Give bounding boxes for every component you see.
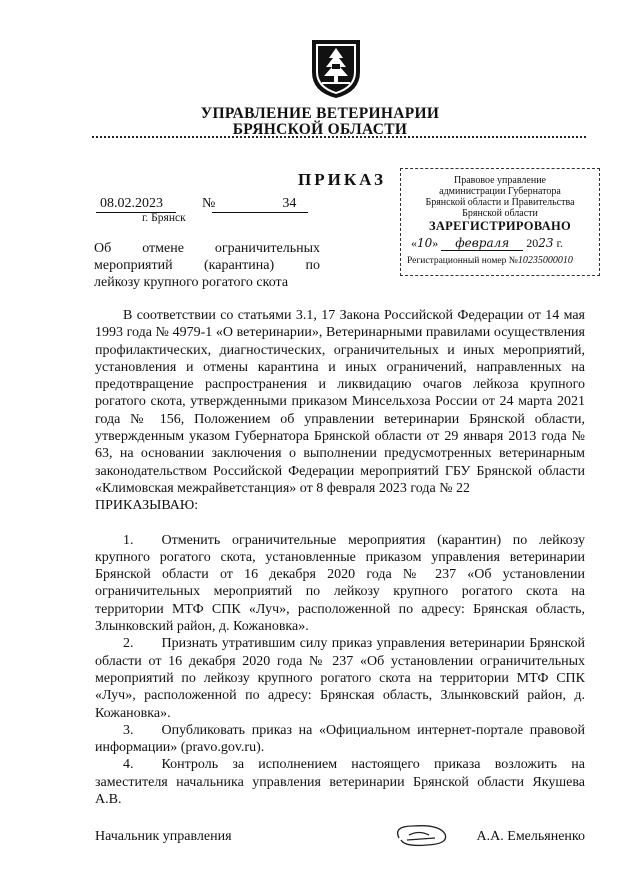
document-date: 08.02.2023 [100,196,163,211]
document-number: 34 [282,196,297,211]
number-sign: № [202,196,216,211]
stamp-year-unit: г. [556,236,564,250]
org-name-line2: БРЯНСКОЙ ОБЛАСТИ [232,121,408,138]
subject-line: Об отмене ограничительных [94,241,320,256]
document-type: ПРИКАЗ [298,170,386,189]
city: г. Брянск [142,212,186,224]
stamp-line: Брянской области и Правительства [425,197,575,208]
signature-block [95,829,585,845]
preamble: В соответствии со статьями 3.1, 17 Закона Российской Федерации от 14 мая 1993 года № 4979-1 «О ветеринарии», Ветеринарными правилами осуществления профилактических, диагностических, ограничительных и иных мероприятий, установления и отмены карантина и иных ограничений, направленных на предотвращение распространения и ликвидацию очагов лейкоза крупного рогатого скота, утвержденными приказом Минсельхоза России от 24 марта 2021 года № 156, Положением об управлении ветеринарии Брянской области, утвержденным указом Губернатора Брянской области от 29 января 2013 года № 63, на основании заключения о выполнении предусмотренных ветеринарным законодательством Российской Федерации мероприятий ГБУ Брянской области «Климовская межрайветстанция» от 8 февраля 2023 года № 22 [95,308,585,496]
stamp-regno-label: Регистрационный номер № [407,256,518,266]
stamp-line: Правовое управление [454,175,546,186]
signature-scribble [391,820,451,850]
subject-line: мероприятий (карантина) по [94,258,320,273]
order-item: 4. Контроль за исполнением настоящего приказа возложить на заместителя начальника управления ветеринарии Брянской области Якушева А.В. [95,757,585,808]
stamp-date: «10» февраля 2023 г. [411,236,564,250]
header-divider [92,136,586,138]
stamp-year-prefix: 20 [526,236,539,250]
stamp-month: февраля [441,236,523,251]
document-subject [94,240,320,291]
order-item: 1. Отменить ограничительные мероприятия (карантин) по лейкозу крупного рогатого скота, установленные приказом управления ветеринарии Брянской области от 16 декабря 2020 года № 237 «Об установлении ограничительных мероприятий по лейкозу крупного рогатого скота на территории МТФ СПК «Луч», расположенной по адресу: Брянская область, Злынковский район, д. Кожановка». [95,532,585,635]
stamp-registered: ЗАРЕГИСТРИРОВАНО [428,219,572,233]
date-number-row [100,196,296,212]
stamp-regno-value: 10235000010 [517,255,573,266]
stamp-day: 10 [417,236,433,250]
order-item: 2. Признать утратившим силу приказ управления ветеринарии Брянской области от 16 декабря 2020 года № 237 «Об установлении ограничительных мероприятий по лейкозу крупного рогатого скота на территории МТФ СПК «Луч», расположенной по адресу: Брянская область, Злынковский район, д. Кожановка». [95,636,585,721]
signer-name: А.А. Емельяненко [476,829,585,844]
stamp-line: Брянской области [462,208,538,219]
order-word: ПРИКАЗЫВАЮ: [95,498,199,514]
subject-line: лейкозу крупного рогатого скота [94,275,289,290]
coat-of-arms-icon [308,36,364,100]
registration-stamp [400,168,600,276]
document-body [95,307,585,808]
order-item: 3. Опубликовать приказ на «Официальном интернет-портале правовой информации» (pravo.gov.ru). [95,722,585,756]
stamp-regno [401,255,599,267]
org-name-line1: УПРАВЛЕНИЕ ВЕТЕРИНАРИИ [200,105,440,122]
stamp-year-suffix: 23 [538,236,554,250]
signer-position: Начальник управления [95,829,232,844]
number-underline [212,212,308,213]
stamp-line: администрации Губернатора [439,186,561,197]
